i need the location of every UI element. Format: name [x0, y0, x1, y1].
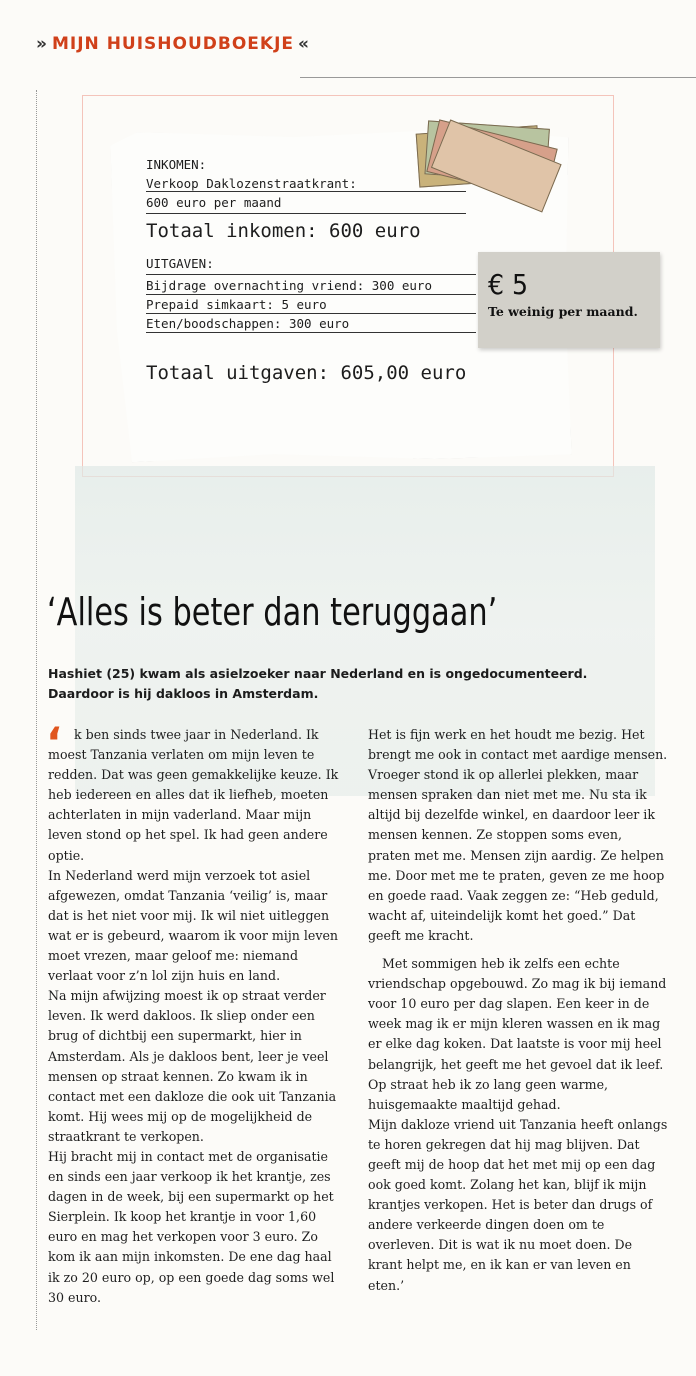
expense-item: Prepaid simkaart: 5 euro — [146, 297, 327, 312]
note-rule — [146, 191, 466, 192]
header-quote-open: » — [36, 34, 48, 54]
note-rule — [146, 213, 466, 214]
income-label: INKOMEN: — [146, 157, 207, 172]
expense-item: Eten/boodschappen: 300 euro — [146, 316, 350, 331]
article-lede — [48, 664, 648, 704]
price-tag — [478, 252, 660, 348]
income-item: Verkoop Daklozenstraatkrant: — [146, 176, 357, 191]
paragraph: Mijn dakloze vriend uit Tanzania heeft onlangs te horen gekregen dat hij mag blijven. Dat geeft mij de hoop dat het met mij op een dag ook goed komt. Zolang het kan, blijf ik mijn krantjes verkopen. Het is beter dan drugs of andere verkeerde dingen doen om te overleven. Dit is wat ik nu moet doen. De krant helpt me, en ik kan er van leven en eten.’ — [368, 1116, 668, 1293]
note-rule — [146, 313, 476, 314]
article-column-2 — [368, 725, 668, 1296]
header-rule — [300, 77, 696, 78]
expense-total: Totaal uitgaven: 605,00 euro — [146, 362, 467, 384]
paragraph: k ben sinds twee jaar in Nederland. Ik moest Tanzania verlaten om mijn leven te redden. Dat was geen gemakkelijke keuze. Ik heb iedereen en alles dat ik liefheb, moeten achterlaten in mijn vaderland. Maar mijn leven stond op het spel. Ik had geen andere optie. — [48, 727, 339, 863]
paragraph: Het is fijn werk en het houdt me bezig. Het brengt me ook in contact met aardige mensen. Vroeger stond ik op allerlei plekken, maar mensen spraken dan niet met me. Nu sta ik altijd bij dezelfde winkel, en daardoor leer ik mensen kennen. Ze stoppen soms even, praten met me. Mensen zijn aardig. Ze helpen me. Door met me te praten, geven ze me hoop en goede raad. Vaak zeggen ze: “Heb geduld, wacht af, uiteindelijk komt het goed.” Dat geeft me kracht. — [368, 727, 668, 943]
note-rule — [146, 332, 476, 333]
section-header — [32, 34, 314, 54]
paragraph: Met sommigen heb ik zelfs een echte vriendschap opgebouwd. Zo mag ik bij iemand voor 10 euro per dag slapen. Een keer in de week mag ik er mijn kleren wassen en ik mag er elke dag koken. Dat laatste is voor mij heel belangrijk, het geeft me het gevoel dat ik leef. Op straat heb ik zo lang geen warme, huisgemaakte maaltijd gehad. — [368, 956, 667, 1112]
paragraph: Na mijn afwijzing moest ik op straat verder leven. Ik werd dakloos. Ik sliep onder een brug of dichtbij een supermarkt, hier in Amsterdam. Als je dakloos bent, leer je veel mensen op straat kennen. Zo kwam ik in contact met een dakloze die ook uit Tanzania komt. Hij wees mij op de mogelijkheid de straatkrant te verkopen. — [48, 988, 337, 1144]
price-amount: € 5 — [488, 268, 529, 301]
lede-line: Daardoor is hij dakloos in Amsterdam. — [48, 686, 319, 701]
lede-line: Hashiet (25) kwam als asielzoeker naar Nederland en is ongedocumenteerd. — [48, 666, 588, 681]
note-rule — [146, 274, 476, 275]
income-amount: 600 euro per maand — [146, 195, 282, 210]
paragraph: Hij bracht mij in contact met de organisatie en sinds een jaar verkoop ik het krantje, zes dagen in de week, bij een supermarkt op het Sierplein. Ik koop het krantje in voor 1,60 euro en mag het verkopen voor 3 euro. Zo kom ik aan mijn inkomsten. De ene dag haal ik zo 20 euro op, op een goede dag soms wel 30 euro. — [48, 1148, 335, 1305]
header-quote-close: « — [298, 34, 311, 54]
paragraph: In Nederland werd mijn verzoek tot asiel afgewezen, omdat Tanzania ‘veilig’ is, maar dat is het niet voor mij. Ik wil niet uitleggen wat er is gebeurd, waarom ik voor mijn leven moet vrezen, maar geloof me: niemand verlaat voor z’n lol zijn huis en land. — [48, 867, 339, 984]
header-title: MIJN HUISHOUDBOEKJE — [51, 34, 295, 54]
expense-label: UITGAVEN: — [146, 256, 214, 271]
income-total: Totaal inkomen: 600 euro — [146, 220, 421, 242]
margin-dotted-rule — [36, 90, 37, 1330]
expense-item: Bijdrage overnachting vriend: 300 euro — [146, 278, 432, 293]
article-column-1 — [48, 725, 343, 1308]
price-caption: Te weinig per maand. — [488, 304, 638, 319]
opening-quote-mark: ‘ — [46, 718, 62, 767]
article-title: ‘Alles is beter dan teruggaan’ — [47, 590, 498, 634]
note-rule — [146, 294, 476, 295]
